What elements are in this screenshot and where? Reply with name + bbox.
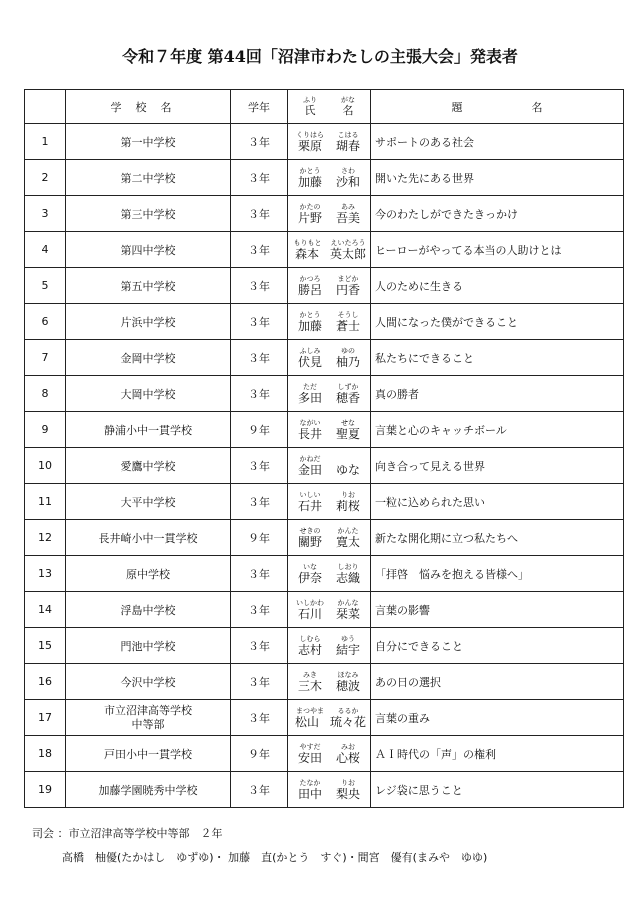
school-name: 今沢中学校 xyxy=(120,675,176,689)
row-number: 17 xyxy=(25,700,66,736)
family-name-ruby: しむら xyxy=(299,634,321,643)
family-name: 加藤 xyxy=(297,318,322,333)
school-name: 第五中学校 xyxy=(120,279,176,293)
table-row xyxy=(25,340,624,376)
row-number: 16 xyxy=(25,664,66,700)
header-title-2: 名 xyxy=(531,100,543,114)
school-name: 市立沼津高等学校 xyxy=(104,703,192,717)
row-number: 13 xyxy=(25,556,66,592)
family-name-ruby: せきの xyxy=(299,526,321,535)
speech-title-cell: 向き合って見える世界 xyxy=(371,448,624,484)
given-name-ruby: みお xyxy=(341,742,355,751)
name-cell xyxy=(288,700,371,736)
row-number: 3 xyxy=(25,196,66,232)
table-row xyxy=(25,628,624,664)
family-name: 栗原 xyxy=(297,138,322,153)
given-name-ruby: さわ xyxy=(341,166,355,175)
table-row xyxy=(25,160,624,196)
given-name: 心桜 xyxy=(335,750,360,765)
school-name: 戸田小中一貫学校 xyxy=(104,747,192,761)
table-row xyxy=(25,304,624,340)
grade-cell: ３年 xyxy=(231,556,288,592)
given-name: 栞菜 xyxy=(335,606,360,621)
header-name-ruby-1: ふり xyxy=(303,95,317,104)
given-name: 円香 xyxy=(335,282,360,297)
name-cell xyxy=(288,340,371,376)
speech-title-cell: 人のために生きる xyxy=(371,268,624,304)
given-name-ruby: りお xyxy=(341,490,355,499)
speech-title-cell: 言葉の影響 xyxy=(371,592,624,628)
speech-title-cell: 言葉の重み xyxy=(371,700,624,736)
table-row xyxy=(25,376,624,412)
row-number: 19 xyxy=(25,772,66,808)
name-cell xyxy=(288,160,371,196)
school-name: 加藤学園暁秀中学校 xyxy=(98,783,198,797)
school-cell xyxy=(66,736,231,772)
header-name xyxy=(288,90,371,124)
speech-title-cell: 言葉と心のキャッチボール xyxy=(371,412,624,448)
family-name: 多田 xyxy=(297,390,322,405)
grade-cell: ３年 xyxy=(231,268,288,304)
family-name: 關野 xyxy=(297,534,322,549)
family-name-ruby: やすだ xyxy=(299,742,321,751)
family-name-ruby: たなか xyxy=(299,778,321,787)
family-name: 勝呂 xyxy=(297,282,322,297)
table-row xyxy=(25,700,624,736)
header-grade-label: 学年 xyxy=(248,100,270,114)
footer-host: 司会 ：市立沼津高等学校中等部 ２年 xyxy=(32,827,223,840)
given-name: 聖夏 xyxy=(335,426,360,441)
given-name-ruby: ゆう xyxy=(341,634,355,643)
speech-title-cell: 開いた先にある世界 xyxy=(371,160,624,196)
grade-cell: ３年 xyxy=(231,592,288,628)
speech-title-cell: 今のわたしができたきっかけ xyxy=(371,196,624,232)
grade-cell: ３年 xyxy=(231,340,288,376)
school-name: 浮島中学校 xyxy=(120,603,176,617)
table-header-row xyxy=(25,90,624,124)
family-name: 加藤 xyxy=(297,174,322,189)
school-name: 第二中学校 xyxy=(120,171,176,185)
speech-title-cell: 真の勝者 xyxy=(371,376,624,412)
family-name: 安田 xyxy=(297,750,322,765)
given-name-ruby: せな xyxy=(341,418,355,427)
school-cell xyxy=(66,304,231,340)
given-name: 柚乃 xyxy=(335,354,360,369)
given-name: 琉々花 xyxy=(329,714,366,729)
family-name-ruby: ふしみ xyxy=(299,346,321,355)
school-cell xyxy=(66,700,231,736)
given-name-ruby: そうし xyxy=(337,310,359,319)
speech-title-cell: 「拝啓 悩みを抱える皆様へ」 xyxy=(371,556,624,592)
row-number: 6 xyxy=(25,304,66,340)
given-name: 梨央 xyxy=(335,786,360,801)
speech-title-cell: ヒーローがやってる本当の人助けとは xyxy=(371,232,624,268)
school-name: 静浦小中一貫学校 xyxy=(104,423,192,437)
given-name-ruby xyxy=(333,455,363,463)
given-name: 穂香 xyxy=(335,390,360,405)
school-cell xyxy=(66,376,231,412)
grade-cell: ３年 xyxy=(231,448,288,484)
row-number: 15 xyxy=(25,628,66,664)
header-no xyxy=(25,90,66,124)
table-row xyxy=(25,124,624,160)
given-name: 沙和 xyxy=(335,174,360,189)
school-cell xyxy=(66,340,231,376)
table-row xyxy=(25,736,624,772)
table-row xyxy=(25,268,624,304)
table-row xyxy=(25,196,624,232)
table-row xyxy=(25,232,624,268)
name-cell xyxy=(288,412,371,448)
row-number: 14 xyxy=(25,592,66,628)
family-name-ruby: いしい xyxy=(299,490,321,499)
school-cell xyxy=(66,628,231,664)
name-cell xyxy=(288,664,371,700)
table-row xyxy=(25,412,624,448)
family-name: 松山 xyxy=(294,714,319,729)
name-cell xyxy=(288,124,371,160)
name-cell xyxy=(288,556,371,592)
family-name: 志村 xyxy=(297,642,322,657)
family-name-ruby: ながい xyxy=(299,418,321,427)
grade-cell: ３年 xyxy=(231,772,288,808)
school-name: 愛鷹中学校 xyxy=(120,459,176,473)
school-name: 門池中学校 xyxy=(120,639,176,653)
school-cell xyxy=(66,520,231,556)
name-cell xyxy=(288,772,371,808)
grade-cell: ３年 xyxy=(231,124,288,160)
name-cell xyxy=(288,520,371,556)
speech-title-cell: 一粒に込められた思い xyxy=(371,484,624,520)
header-grade xyxy=(231,90,288,124)
given-name: 穂波 xyxy=(335,678,360,693)
given-name: 英太郎 xyxy=(329,246,366,261)
given-name: 瑚春 xyxy=(335,138,360,153)
header-school-label: 学校名 xyxy=(110,100,186,114)
name-cell xyxy=(288,376,371,412)
name-cell xyxy=(288,484,371,520)
row-number: 12 xyxy=(25,520,66,556)
table-row xyxy=(25,484,624,520)
school-cell xyxy=(66,124,231,160)
family-name-ruby: いしかわ xyxy=(296,598,324,607)
family-name-ruby: みき xyxy=(303,670,317,679)
family-name: 石川 xyxy=(297,606,322,621)
grade-cell: ３年 xyxy=(231,700,288,736)
table-row xyxy=(25,448,624,484)
given-name-ruby: まどか xyxy=(337,274,359,283)
given-name-ruby: ゆの xyxy=(341,346,355,355)
speech-title-cell: 私たちにできること xyxy=(371,340,624,376)
given-name: ゆな xyxy=(335,462,360,477)
name-cell xyxy=(288,628,371,664)
school-cell xyxy=(66,484,231,520)
row-number: 5 xyxy=(25,268,66,304)
grade-cell: ９年 xyxy=(231,412,288,448)
header-name-2: 名 xyxy=(342,103,354,117)
family-name-ruby: もりもと xyxy=(293,238,322,247)
school-cell xyxy=(66,160,231,196)
name-cell xyxy=(288,196,371,232)
speech-title-cell: 人間になった僕ができること xyxy=(371,304,624,340)
school-cell xyxy=(66,772,231,808)
speech-title-cell: サポートのある社会 xyxy=(371,124,624,160)
family-name-ruby: かねだ xyxy=(299,454,321,463)
family-name: 森本 xyxy=(294,246,319,261)
grade-cell: ３年 xyxy=(231,664,288,700)
grade-cell: ３年 xyxy=(231,376,288,412)
family-name: 片野 xyxy=(297,210,322,225)
grade-cell: ３年 xyxy=(231,160,288,196)
grade-cell: ３年 xyxy=(231,232,288,268)
school-name: 大岡中学校 xyxy=(120,387,176,401)
family-name-ruby: ただ xyxy=(303,382,317,391)
speech-title-cell: ＡＩ時代の「声」の権利 xyxy=(371,736,624,772)
table-row xyxy=(25,664,624,700)
school-cell xyxy=(66,592,231,628)
family-name: 長井 xyxy=(297,426,322,441)
family-name: 伊奈 xyxy=(297,570,322,585)
row-number: 7 xyxy=(25,340,66,376)
school-name: 金岡中学校 xyxy=(120,351,176,365)
grade-cell: ３年 xyxy=(231,196,288,232)
given-name: 蒼士 xyxy=(335,318,360,333)
row-number: 9 xyxy=(25,412,66,448)
table-row xyxy=(25,520,624,556)
family-name-ruby: まつやま xyxy=(296,706,324,715)
grade-cell: ９年 xyxy=(231,520,288,556)
speakers-table xyxy=(24,89,624,808)
school-name: 原中学校 xyxy=(126,567,170,581)
family-name-ruby: かたの xyxy=(299,202,321,211)
row-number: 2 xyxy=(25,160,66,196)
given-name-ruby: りお xyxy=(341,778,355,787)
school-name: 第三中学校 xyxy=(120,207,176,221)
family-name: 田中 xyxy=(297,786,322,801)
given-name-ruby: かんた xyxy=(337,526,359,535)
school-name: 第四中学校 xyxy=(120,243,176,257)
grade-cell: ３年 xyxy=(231,628,288,664)
family-name: 伏見 xyxy=(297,354,322,369)
header-name-ruby-2: がな xyxy=(341,95,355,104)
footer-host-names: 高橋 柚優(たかはし ゆずゆ)・ 加藤 直(かとう すぐ)・間宮 優有(まみや ゆゆ) xyxy=(62,851,488,864)
school-name-line2: 中等部 xyxy=(131,717,165,731)
school-cell xyxy=(66,232,231,268)
table-row xyxy=(25,592,624,628)
school-cell xyxy=(66,412,231,448)
row-number: 11 xyxy=(25,484,66,520)
school-cell xyxy=(66,556,231,592)
page-title: 令和７年度 第44回「沼津市わたしの主張大会」発表者 xyxy=(122,47,518,66)
row-number: 1 xyxy=(25,124,66,160)
row-number: 8 xyxy=(25,376,66,412)
speech-title-cell: 自分にできること xyxy=(371,628,624,664)
given-name-ruby: あみ xyxy=(341,202,355,211)
given-name-ruby: しずか xyxy=(337,382,359,391)
name-cell xyxy=(288,448,371,484)
name-cell xyxy=(288,304,371,340)
name-cell xyxy=(288,232,371,268)
speech-title-cell: レジ袋に思うこと xyxy=(371,772,624,808)
grade-cell: ３年 xyxy=(231,304,288,340)
name-cell xyxy=(288,268,371,304)
family-name-ruby: かつろ xyxy=(299,274,321,283)
family-name: 三木 xyxy=(297,678,322,693)
grade-cell: ９年 xyxy=(231,736,288,772)
row-number: 18 xyxy=(25,736,66,772)
given-name: 志織 xyxy=(335,570,360,585)
speech-title-cell: 新たな開化期に立つ私たちへ xyxy=(371,520,624,556)
row-number: 10 xyxy=(25,448,66,484)
school-name: 片浜中学校 xyxy=(120,315,176,329)
given-name: 莉桜 xyxy=(335,498,360,513)
school-cell xyxy=(66,268,231,304)
table-row xyxy=(25,772,624,808)
name-cell xyxy=(288,592,371,628)
school-name: 第一中学校 xyxy=(120,135,176,149)
given-name: 吾美 xyxy=(335,210,360,225)
header-name-1: 氏 xyxy=(304,103,316,117)
row-number: 4 xyxy=(25,232,66,268)
family-name: 石井 xyxy=(297,498,322,513)
header-title xyxy=(371,90,624,124)
family-name-ruby: くりはら xyxy=(296,130,324,139)
given-name-ruby: るるか xyxy=(337,706,359,715)
school-name: 長井崎小中一貫学校 xyxy=(98,531,198,545)
given-name-ruby: こはる xyxy=(337,130,359,139)
family-name-ruby: かとう xyxy=(299,310,321,319)
family-name-ruby: いな xyxy=(303,562,317,571)
speech-title-cell: あの日の選択 xyxy=(371,664,624,700)
given-name: 寛太 xyxy=(335,534,360,549)
given-name-ruby: えいたろう xyxy=(330,238,366,247)
given-name-ruby: かんな xyxy=(337,598,359,607)
header-school xyxy=(66,90,231,124)
given-name-ruby: しおり xyxy=(337,562,359,571)
school-cell xyxy=(66,448,231,484)
school-cell xyxy=(66,196,231,232)
grade-cell: ３年 xyxy=(231,484,288,520)
school-cell xyxy=(66,664,231,700)
name-cell xyxy=(288,736,371,772)
header-title-1: 題 xyxy=(451,100,463,114)
family-name: 金田 xyxy=(297,462,322,477)
school-name: 大平中学校 xyxy=(120,495,176,509)
given-name: 結宇 xyxy=(335,642,360,657)
table-row xyxy=(25,556,624,592)
family-name-ruby: かとう xyxy=(299,166,321,175)
given-name-ruby: ほなみ xyxy=(337,670,359,679)
